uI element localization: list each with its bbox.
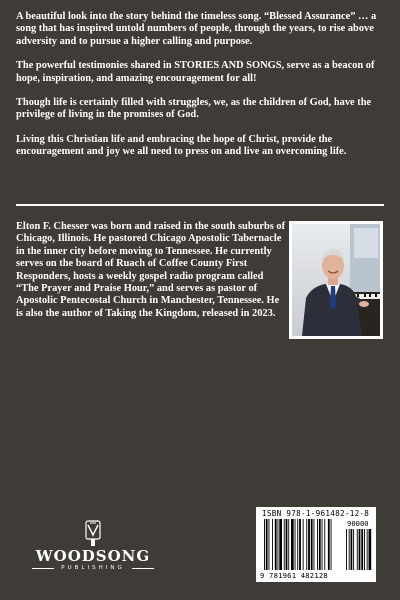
divider (16, 204, 384, 206)
barcode-number: 9 781961 482128 (260, 571, 328, 580)
blurb-paragraph-4: Living this Christian life and embracing the hope of Christ, provide the encouragement and joy we all need to press on and live an overcoming life. (16, 133, 347, 158)
author-photo-image (292, 224, 380, 336)
publisher-emblem-icon (28, 517, 158, 549)
blurb (16, 11, 384, 171)
barcode (256, 507, 376, 582)
publisher-name: WOODSONG (35, 547, 151, 565)
publisher-subtitle: PUBLISHING (61, 565, 125, 571)
publisher-rule-right (132, 568, 154, 569)
blurb-paragraph-3: Though life is certainly filled with struggles, we, as the children of God, have the privilege of living in the promises of God. (16, 97, 372, 121)
author-bio: Elton F. Chesser was born and raised in the south suburbs of Chicago, Illinois. He pastored Chicago Apostolic Tabernacle in the inner city before moving to Tennessee. He currently serves on the board of Ruach of Coffee County First Responders, hosts a weekly gospel radio program called “The Prayer and Praise Hour,” and serves as pastor of Apostolic Pentecostal Church in Manchester, Tennessee. He is also the author of Taking the Kingdom, released in 2023. (16, 221, 286, 319)
blurb-paragraph-1: A beautiful look into the story behind the timeless song. “Blessed Assurance” … a song that has inspired untold numbers of people, through the years, to rise above adversity and to pursue a higher calling and purpose. (16, 11, 377, 47)
isbn-label: ISBN 978-1-961482-12-8 (262, 509, 370, 518)
barcode-addon-number: 90000 (347, 519, 369, 528)
blurb-paragraph-2: The powerful testimonies shared in STORIES AND SONGS, serve as a beacon of hope, inspiration, and amazing encouragement for all! (16, 60, 375, 84)
publisher-logo (28, 517, 158, 577)
author-photo (289, 221, 383, 339)
